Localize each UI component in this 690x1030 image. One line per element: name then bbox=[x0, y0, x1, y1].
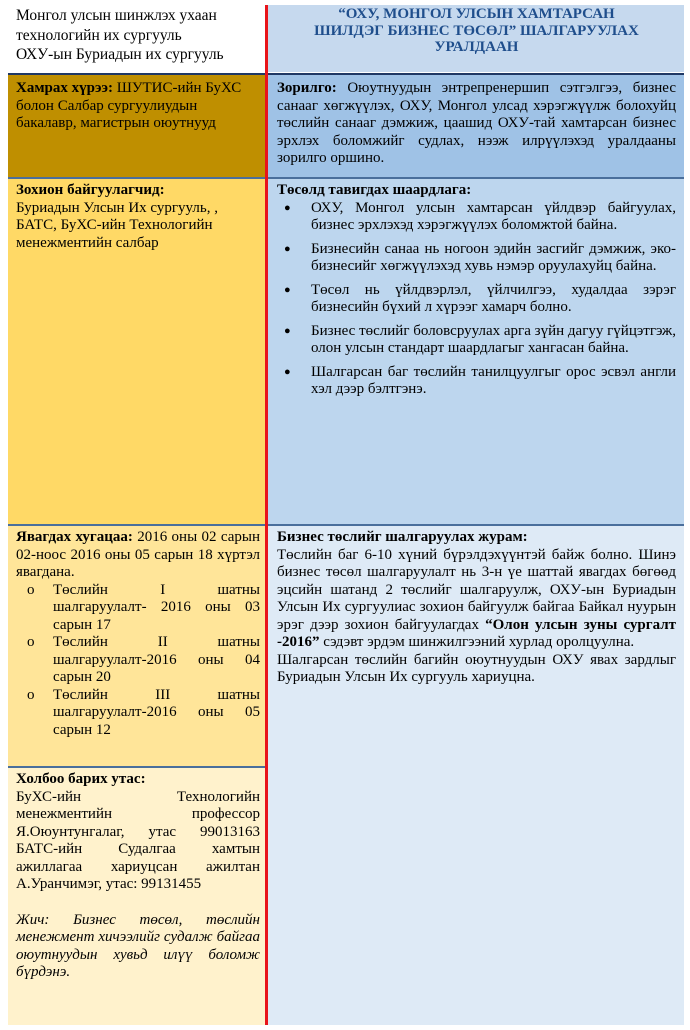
procedure-paragraph: Шалгарсан төслийн багийн оюутнуудын ОХУ явах зардлыг Буриадын Улсын Их сургууль хариуцна. bbox=[277, 651, 676, 685]
header-institutions bbox=[8, 5, 265, 72]
procedure-label: Бизнес төслийг шалгаруулах журам: bbox=[277, 529, 528, 545]
list-item: ● Төсөл нь үйлдвэрлэл, үйлчилгээ, худалдаа зэрэг бизнесийн бүхий л хүрээг хамарч болно. bbox=[277, 282, 676, 317]
timeline-list bbox=[16, 582, 260, 740]
contact-note: Жич: Бизнес төсөл, төслийн менежмент хичээлийг судалж байгаа оюутнуудын хувьд илүү боломж бүрдэнэ. bbox=[16, 911, 260, 980]
list-item: ● Бизнесийн санаа нь ногоон эдийн засгийг дэмжиж, эко-бизнесийг хөгжүүлэхэд хувь нэмэр оруулахуйц байна. bbox=[277, 241, 676, 276]
requirements-list bbox=[277, 200, 676, 399]
row-divider bbox=[8, 73, 684, 75]
title-line: УРАЛДААН bbox=[434, 39, 519, 55]
procedure-cell bbox=[265, 525, 684, 1025]
list-item: ● ОХУ, Монгол улсын хамтарсан үйлдвэр байгуулах, бизнес эрхлэхэд хэрэгжүүлэх боломжтой байна. bbox=[277, 200, 676, 235]
requirements-label: Төсөлд тавигдах шаардлага: bbox=[277, 182, 472, 198]
column-divider bbox=[265, 5, 268, 1025]
scope-cell bbox=[8, 75, 265, 177]
organizers-label: Зохион байгуулагчид: bbox=[16, 182, 165, 198]
institution-line: технологийн их сургууль bbox=[16, 26, 182, 44]
contact-cell bbox=[8, 767, 265, 1025]
procedure-paragraph bbox=[277, 547, 676, 652]
contact-text: БуХС-ийн Технологийн менежментийн профессор Я.Оюунтунгалаг, утас 99013163 БАТС-ийн Судалгаа хамтын ажиллагаа хариуцсан ажилтан А.Уранчимэг, утас: 99131455 bbox=[16, 788, 260, 892]
row-divider bbox=[8, 177, 684, 179]
row-divider bbox=[8, 766, 265, 768]
list-item: ● Бизнес төслийг боловсруулах арга зүйн дагуу гүйцэтгэж, олон улсын стандарт шаардлагыг хангасан байна. bbox=[277, 323, 676, 358]
row-divider bbox=[8, 524, 684, 526]
list-item: ● Шалгарсан баг төслийн танилцуулгыг орос эсвэл англи хэл дээр бэлтгэнэ. bbox=[277, 364, 676, 399]
header-title bbox=[265, 5, 684, 72]
scope-label: Хамрах хүрээ: bbox=[16, 80, 113, 96]
contact-label: Холбоо барих утас: bbox=[16, 771, 146, 787]
summer-school-name: “Олон улсын зуны сургалт -2016” bbox=[277, 616, 676, 650]
timeline-cell bbox=[8, 525, 265, 766]
list-item: o Төслийн I шатны шалгаруулалт- 2016 оны 03 сарын 17 bbox=[16, 582, 260, 635]
goal-label: Зорилго: bbox=[277, 80, 337, 96]
organizers-cell bbox=[8, 178, 265, 524]
goal-text: Оюутнуудын энтрепренершип сэтгэлгээ, бизнес санааг хөгжүүлэх, ОХУ, Монгол улсад хэрэгжүүлж болохуйц төслийн санааг дэмжиж, цаашид ОХУ-тай хамтарсан бизнес эрхлэх боломжийг судлах, нээж илрүүлэхэд уралдааны зорилго оршино. bbox=[277, 80, 676, 166]
title-line: “ОХУ, МОНГОЛ УЛСЫН ХАМТАРСАН bbox=[338, 6, 615, 22]
goal-cell bbox=[265, 75, 684, 177]
timeline-label: Явагдах хугацаа: bbox=[16, 529, 133, 545]
timeline-text: 2016 оны 02 сарын 02-ноос 2016 оны 05 сарын 18 хүртэл явагдана. bbox=[16, 529, 260, 580]
organizers-text: Буриадын Улсын Их сургууль, , БАТС, БуХС-ийн Технологийн менежментийн салбар bbox=[16, 199, 218, 251]
procedure-text: Төслийн баг 6-10 хүний бүрэлдэхүүнтэй байж болно. Шинэ бизнес төсөл шалгаруулалт нь 3-н үе шаттай явагдах бөгөөд эцсийн шатанд 2 төслийг шалгаруулж, ОХУ-ын Буриадын Улсын Их сургуулиас зохион байгуулж байгаа Байкал нуурын эрэг дээр зохион байгуулагдах bbox=[277, 546, 676, 633]
institution-line: ОХУ-ын Буриадын их сургууль bbox=[16, 46, 224, 63]
requirements-cell bbox=[265, 178, 684, 524]
institution-line: Монгол улсын шинжлэх ухаан bbox=[16, 7, 217, 24]
flyer bbox=[8, 5, 684, 1025]
title-line: ШИЛДЭГ БИЗНЕС ТӨСӨЛ” ШАЛГАРУУЛАХ bbox=[314, 22, 639, 39]
list-item: o Төслийн II шатны шалгаруулалт-2016 оны 04 сарын 20 bbox=[16, 634, 260, 687]
scope-text: ШУТИС-ийн БуХС болон Салбар сургуулиудын бакалавр, магистрын оюутнууд bbox=[16, 80, 242, 131]
list-item: o Төслийн III шатны шалгаруулалт-2016 оны 05 сарын 12 bbox=[16, 687, 260, 740]
procedure-text: сэдэвт эрдэм шинжилгээний хурлад оролцуулна. bbox=[319, 634, 635, 650]
